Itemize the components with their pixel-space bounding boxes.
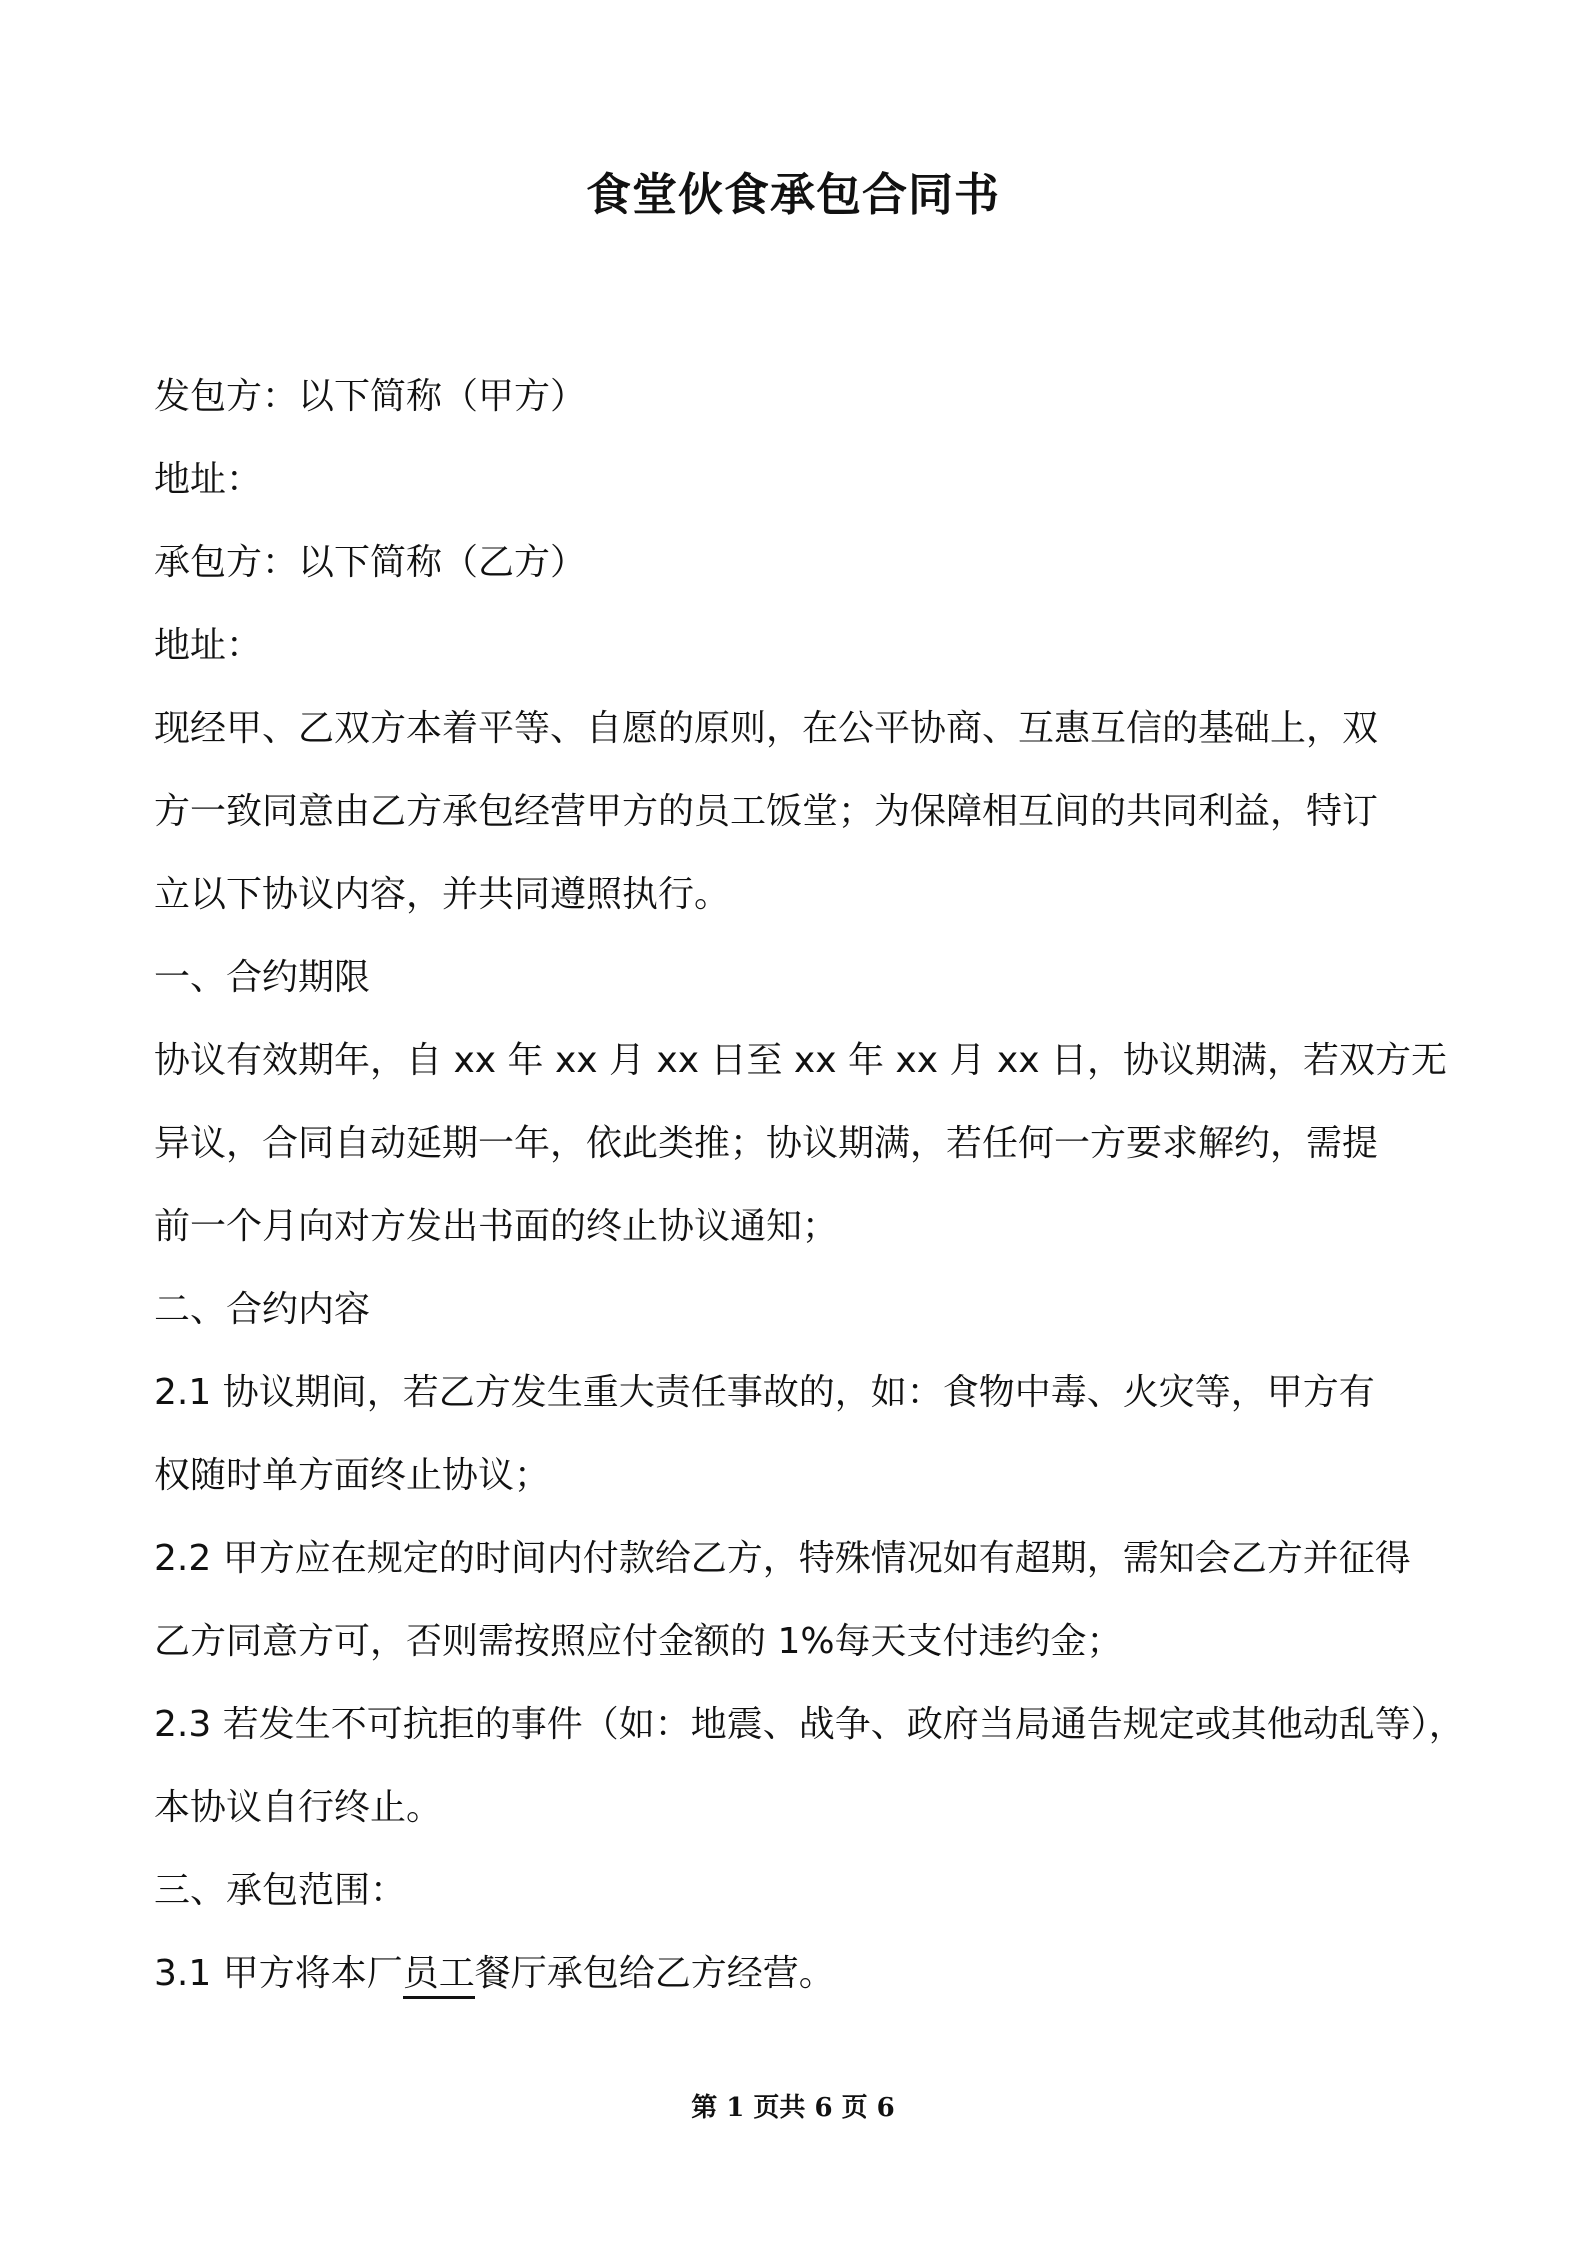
page-footer: 第 1 页共 6 页 6 [691, 2093, 895, 2123]
clause-3-1-text-before: 3.1 甲方将本厂 [154, 1953, 403, 1994]
preamble-line-3: 立以下协议内容，并共同遵照执行。 [154, 874, 731, 915]
document-body [154, 355, 1465, 2015]
clause-2-1-line-1: 2.1 协议期间，若乙方发生重大责任事故的，如：食物中毒、火灾等，甲方有 [154, 1372, 1375, 1413]
party-b-address-line: 地址： [154, 625, 263, 666]
clause-3-1-text-after: 餐厅承包给乙方经营。 [474, 1953, 835, 1994]
clause-2-1-line-2: 权随时单方面终止协议； [154, 1455, 551, 1496]
section-1-line-1: 协议有效期年，自 xx 年 xx 月 xx 日至 xx 年 xx 月 xx 日，协议期满，若双方无 [154, 1040, 1447, 1081]
preamble-line-1: 现经甲、乙双方本着平等、自愿的原则，在公平协商、互惠互信的基础上，双 [154, 708, 1379, 749]
clause-3-1-line [154, 1932, 1454, 2015]
section-3-heading: 三、承包范围： [154, 1870, 407, 1911]
preamble-line-2: 方一致同意由乙方承包经营甲方的员工饭堂；为保障相互间的共同利益，特订 [154, 791, 1379, 832]
section-2-heading: 二、合约内容 [154, 1289, 371, 1330]
clause-2-2-line-1: 2.2 甲方应在规定的时间内付款给乙方，特殊情况如有超期，需知会乙方并征得 [154, 1538, 1411, 1579]
clause-2-2-line-2: 乙方同意方可，否则需按照应付金额的 1%每天支付违约金； [154, 1621, 1123, 1662]
party-a-line: 发包方：以下简称（甲方） [154, 376, 587, 417]
document-title: 食堂伙食承包合同书 [585, 168, 1000, 221]
party-a-address-line: 地址： [154, 459, 263, 500]
clause-3-1-underlined-text: 员工 [403, 1953, 475, 1999]
clause-2-3-line-2: 本协议自行终止。 [154, 1787, 443, 1828]
clause-2-3-line-1: 2.3 若发生不可抗拒的事件（如：地震、战争、政府当局通告规定或其他动乱等）， [154, 1704, 1465, 1745]
section-1-heading: 一、合约期限 [154, 957, 371, 998]
section-1-line-2: 异议，合同自动延期一年，依此类推；协议期满，若任何一方要求解约，需提 [154, 1123, 1379, 1164]
party-b-line: 承包方：以下简称（乙方） [154, 542, 587, 583]
section-1-line-3: 前一个月向对方发出书面的终止协议通知； [154, 1206, 839, 1247]
